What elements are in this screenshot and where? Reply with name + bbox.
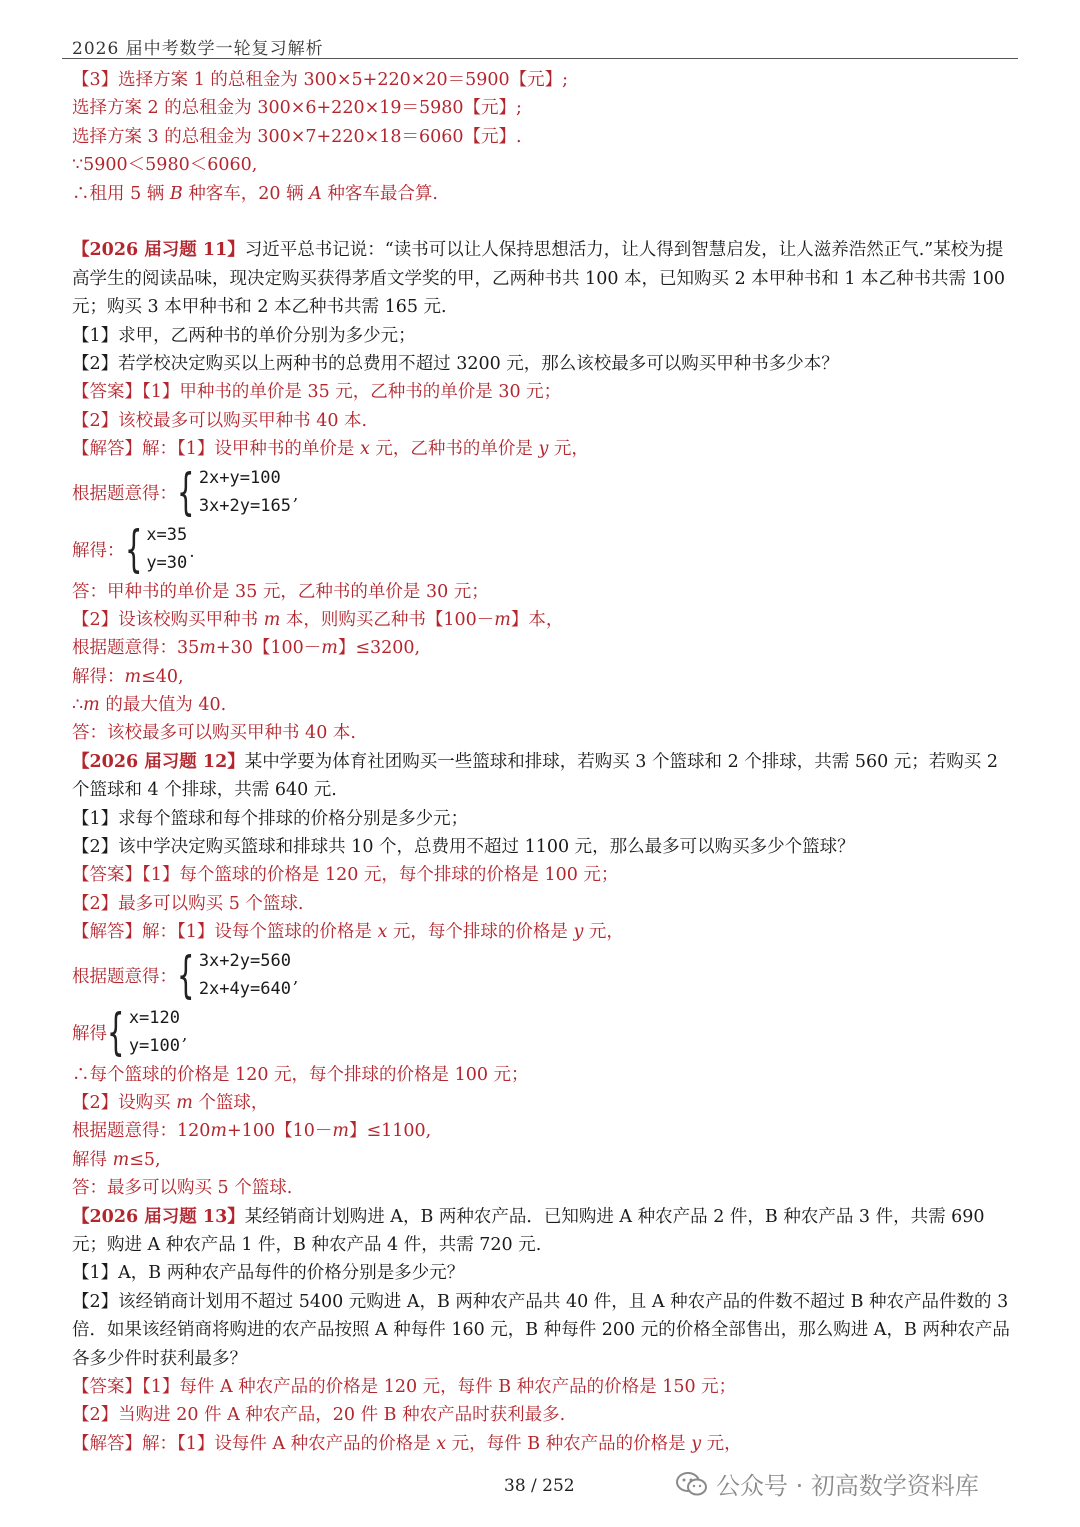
brace-icon: { (177, 463, 195, 522)
q11-system-1: 根据题意得： { 2x+y=100 3x+2y=165 , (72, 463, 299, 522)
q13-stem: 【2026 届习题 13】某经销商计划购进 A，B 两种农产品．已知购进 A 种农产品 2 件，B 种农产品 3 件，共需 690 元；购进 A 种农产品 1 件，B 种农产品 4 件，共需 720 元. (72, 1206, 985, 1255)
q11-stem: 【2026 届习题 11】习近平总书记说：“读书可以让人保持思想活力，让人得到智慧启发，让人滋养浩然正气.”某校为提高学生的阅读品味，现决定购买获得茅盾文学奖的甲，乙两种书共 100 本，已知购买 2 本甲种书和 1 本乙种书共需 100 元；购买 3 本甲种书和 2 本乙种书共需 165 元. (72, 240, 1006, 318)
watermark (676, 1466, 979, 1501)
q13-solution-intro: 【解答】解：【1】设每件 A 种农产品的价格是 x 元，每件 B 种农产品的价格是 y 元， (72, 1433, 742, 1454)
brace-icon: { (124, 520, 142, 579)
brace-icon: { (177, 946, 195, 1005)
q11-tag: 【2026 届习题 11】 (72, 240, 245, 261)
q12-result5: 答：最多可以购买 5 个篮球. (72, 1178, 293, 1199)
q13-tag: 【2026 届习题 13】 (72, 1206, 245, 1227)
q12-part2: 【2】该中学决定购买篮球和排球共 10 个，总费用不超过 1100 元，那么最多可以购买多少个篮球？ (72, 837, 855, 858)
q12-tag: 【2026 届习题 12】 (72, 751, 245, 772)
conclusion-line: ∴租用 5 辆 B 种客车，20 辆 A 种客车最合算. (72, 183, 438, 204)
page-number: 38 / 252 (504, 1476, 575, 1496)
plan1-line: 【3】选择方案 1 的总租金为 300×5+220×20＝5900【元】; (72, 70, 569, 90)
q13-part2: 【2】该经销商计划用不超过 5400 元购进 A，B 两种农产品共 40 件，且 A 种农产品的件数不超过 B 种农产品件数的 3 倍．如果该经销商将购进的农产品按照 A 种每件 160 元，B 种每件 200 元的价格全部售出，那么购进 A，B 两种农产品各多少件时获利最多？ (72, 1291, 1010, 1369)
q11-result3: 根据题意得：35m+30【100－m】≤3200, (72, 638, 421, 659)
compare-line: ∵5900＜5980＜6060, (72, 155, 258, 176)
q11-answer2: 【2】该校最多可以购买甲种书 40 本. (72, 410, 368, 431)
q12-result4: 解得 m≤5, (72, 1149, 161, 1170)
wechat-icon (676, 1471, 708, 1497)
brace-icon: { (107, 1003, 125, 1062)
q12-answer1: 【答案】【1】每个篮球的价格是 120 元，每个排球的价格是 100 元； (72, 865, 619, 886)
q12-result1: ∴每个篮球的价格是 120 元，每个排球的价格是 100 元； (72, 1064, 529, 1085)
q11-result4: 解得：m≤40, (72, 666, 184, 687)
header-divider (62, 58, 1018, 59)
q12-solution-intro: 【解答】解：【1】设每个篮球的价格是 x 元，每个排球的价格是 y 元， (72, 922, 624, 943)
q12-result3: 根据题意得：120m+100【10－m】≤1100, (72, 1121, 432, 1142)
q12-part1: 【1】求每个篮球和每个排球的价格分别是多少元； (72, 808, 469, 829)
q13-part1: 【1】A，B 两种农产品每件的价格分别是多少元？ (72, 1263, 465, 1284)
q11-result5: ∴m 的最大值为 40. (72, 695, 227, 716)
plan3-line: 选择方案 3 的总租金为 300×7+220×18＝6060【元】. (72, 126, 522, 147)
plan2-line: 选择方案 2 的总租金为 300×6+220×19＝5980【元】; (72, 98, 522, 119)
q12-system-1: 根据题意得： { 3x+2y=560 2x+4y=640 , (72, 946, 299, 1005)
q11-result1: 答：甲种书的单价是 35 元，乙种书的单价是 30 元； (72, 581, 489, 602)
page-header: 2026 届中考数学一轮复习解析 (72, 39, 324, 59)
q12-system-2: 解得 { x=120 y=100 , (72, 1003, 188, 1062)
q13-answer1: 【答案】【1】每件 A 种农产品的价格是 120 元，每件 B 种农产品的价格是 150 元； (72, 1377, 737, 1397)
q12-answer2: 【2】最多可以购买 5 个篮球. (72, 893, 304, 914)
q13-answer2: 【2】当购进 20 件 A 种农产品，20 件 B 种农产品时获利最多. (72, 1405, 566, 1426)
q11-solution-intro: 【解答】解：【1】设甲种书的单价是 x 元，乙种书的单价是 y 元， (72, 439, 589, 460)
page-content (72, 66, 1012, 1458)
q11-result6: 答：该校最多可以购买甲种书 40 本. (72, 723, 356, 744)
q11-part1: 【1】求甲，乙两种书的单价分别为多少元； (72, 325, 416, 346)
watermark-text: 公众号 · 初高数学资料库 (716, 1472, 979, 1500)
q11-answer1: 【答案】【1】甲种书的单价是 35 元，乙种书的单价是 30 元； (72, 382, 562, 403)
q12-stem: 【2026 届习题 12】某中学要为体育社团购买一些篮球和排球，若购买 3 个篮球和 2 个排球，共需 560 元；若购买 2 个篮球和 4 个排球，共需 640 元. (72, 751, 998, 801)
q11-part2: 【2】若学校决定购买以上两种书的总费用不超过 3200 元，那么该校最多可以购买甲种书多少本？ (72, 353, 839, 374)
q11-result2: 【2】设该校购买甲种书 m 本，则购买乙种书【100－m】本， (72, 609, 564, 630)
q11-system-2: 解得： { x=35 y=30 . (72, 520, 195, 579)
spacer (72, 208, 1012, 236)
q12-result2: 【2】设购买 m 个篮球， (72, 1093, 269, 1114)
